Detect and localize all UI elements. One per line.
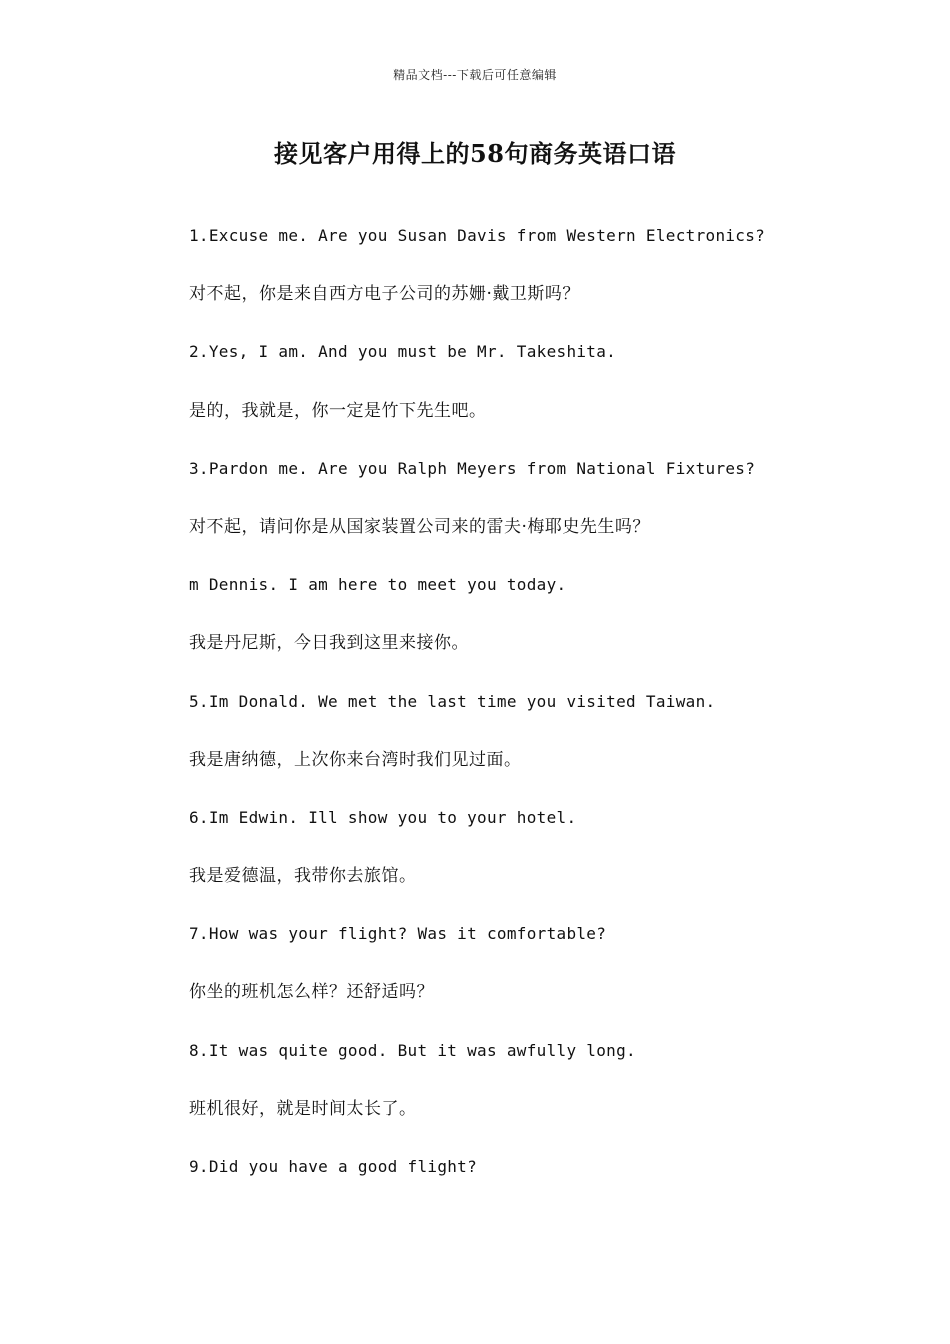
phrase-line-chinese: 对不起，请问你是从国家装置公司来的雷夫·梅耶史先生吗？ bbox=[189, 516, 650, 537]
phrase-line-english: 9.Did you have a good flight? bbox=[189, 1157, 478, 1176]
phrase-line-chinese: 你坐的班机怎么样？还舒适吗？ bbox=[189, 982, 434, 1003]
phrase-line-english: 1.Excuse me. Are you Susan Davis from Western Electronics? bbox=[189, 226, 766, 245]
page-title: 接见客户用得上的58句商务英语口语 bbox=[274, 139, 676, 168]
phrase-line-chinese: 班机很好，就是时间太长了。 bbox=[189, 1098, 417, 1119]
phrase-line-chinese: 对不起，你是来自西方电子公司的苏姗·戴卫斯吗？ bbox=[189, 284, 580, 305]
phrase-line-english: 2.Yes, I am. And you must be Mr. Takeshita. bbox=[189, 342, 617, 362]
phrase-line-english: 5.Im Donald. We met the last time you visited Taiwan. bbox=[189, 691, 716, 711]
phrase-line-english: 6.Im Edwin. Ill show you to your hotel. bbox=[189, 807, 577, 827]
phrase-line-english: m Dennis. I am here to meet you today. bbox=[189, 575, 567, 595]
phrase-list bbox=[189, 222, 889, 1211]
phrase-line-chinese: 我是爱德温，我带你去旅馆。 bbox=[189, 866, 417, 887]
phrase-line-chinese: 我是唐纳德，上次你来台湾时我们见过面。 bbox=[189, 749, 522, 770]
phrase-line-chinese: 我是丹尼斯，今日我到这里来接你。 bbox=[189, 633, 469, 654]
phrase-line-english: 3.Pardon me. Are you Ralph Meyers from National Fixtures? bbox=[189, 458, 756, 478]
header-note: 精品文档---下载后可任意编辑 bbox=[393, 68, 557, 82]
phrase-line-chinese: 是的，我就是，你一定是竹下先生吧。 bbox=[189, 400, 487, 421]
phrase-line-english: 8.It was quite good. But it was awfully long. bbox=[189, 1040, 636, 1060]
phrase-line-english: 7.How was your flight? Was it comfortable? bbox=[189, 924, 607, 944]
